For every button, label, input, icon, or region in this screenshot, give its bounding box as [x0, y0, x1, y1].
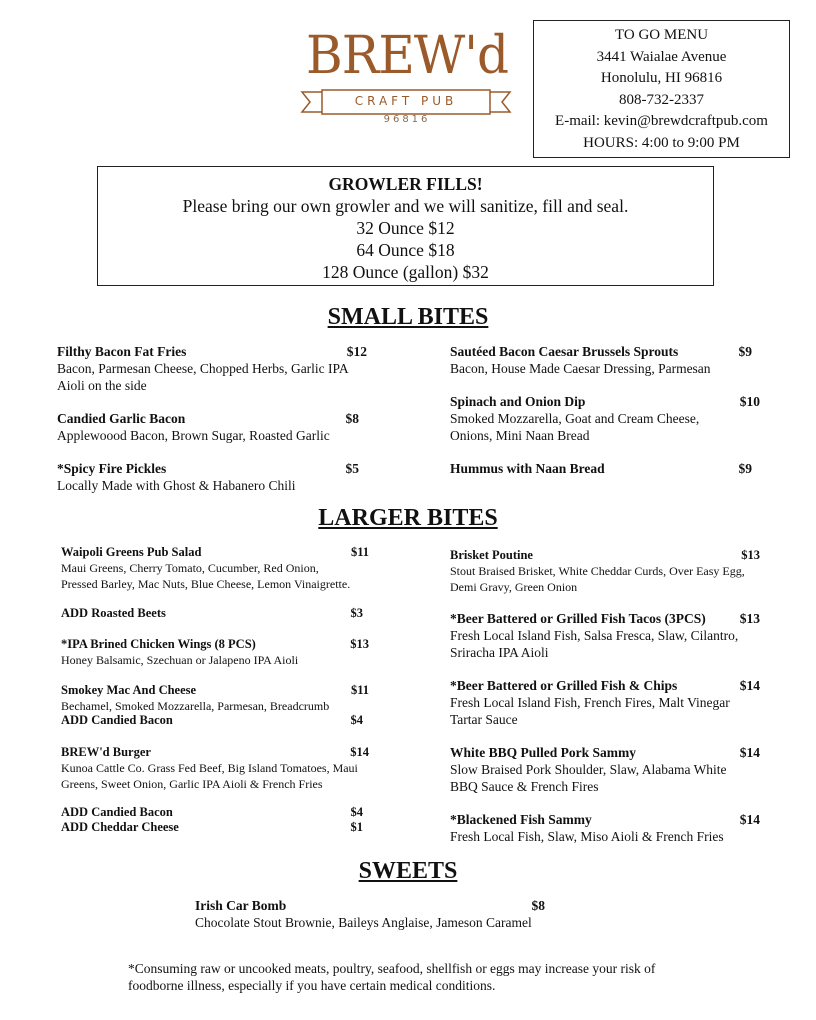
item-description: Chocolate Stout Brownie, Baileys Anglaise, Jameson Caramel	[195, 915, 532, 930]
item-price: $13	[350, 637, 369, 651]
item-description: Locally Made with Ghost & Habanero Chili	[57, 478, 296, 493]
item-price: $5	[345, 461, 359, 476]
item-description: Bacon, House Made Caesar Dressing, Parmesan	[450, 361, 711, 376]
item-price: $14	[350, 745, 369, 759]
address-line-1: 3441 Waialae Avenue	[596, 48, 727, 65]
growler-fills-box	[97, 166, 714, 286]
item-description: Fresh Local Fish, Slaw, Miso Aioli & French Fries	[450, 829, 724, 844]
item-description: Fresh Local Island Fish, French Fires, Malt Vinegar Tartar Sauce	[450, 695, 730, 727]
phone-number: 808-732-2337	[619, 91, 704, 108]
growler-title: GROWLER FILLS!	[328, 174, 483, 194]
menu-item	[195, 897, 545, 931]
item-price: $12	[346, 344, 367, 359]
item-description: Smoked Mozzarella, Goat and Cream Cheese, Onions, Mini Naan Bread	[450, 411, 700, 443]
item-name: Waipoli Greens Pub Salad	[61, 545, 202, 559]
add-on-price: $3	[350, 606, 363, 620]
item-description: Honey Balsamic, Szechuan or Jalapeno IPA Aioli	[61, 653, 299, 667]
add-on	[61, 820, 363, 835]
menu-item	[61, 682, 369, 715]
item-description: Kunoa Cattle Co. Grass Fed Beef, Big Island Tomatoes, Maui Greens, Sweet Onion, Garlic IPA Aioli & French Fries	[61, 761, 358, 791]
menu-item	[61, 744, 369, 792]
larger-bites-heading: LARGER BITES	[318, 505, 498, 531]
menu-item	[450, 677, 760, 728]
item-name: *Blackened Fish Sammy	[450, 812, 592, 827]
item-name: Hummus with Naan Bread	[450, 461, 605, 476]
menu-item	[57, 343, 367, 394]
to-go-info-box	[533, 20, 790, 158]
item-price: $11	[350, 683, 369, 697]
item-price: $14	[739, 678, 760, 693]
add-on-price: $1	[350, 820, 363, 834]
add-on-name: ADD Candied Bacon	[61, 805, 173, 819]
item-price: $8	[345, 411, 359, 426]
menu-item	[450, 343, 752, 377]
item-name: Filthy Bacon Fat Fries	[57, 344, 187, 359]
add-on	[61, 606, 363, 621]
item-price: $14	[739, 745, 760, 760]
add-on-name: ADD Roasted Beets	[61, 606, 166, 620]
item-name: *Spicy Fire Pickles	[57, 461, 167, 476]
item-name: White BBQ Pulled Pork Sammy	[450, 745, 637, 760]
item-name: Brisket Poutine	[450, 548, 533, 562]
item-name: Spinach and Onion Dip	[450, 394, 586, 409]
growler-line: 64 Ounce $18	[356, 240, 455, 260]
item-price: $13	[739, 611, 760, 626]
menu-item	[450, 393, 760, 444]
menu-item	[57, 460, 359, 494]
logo-ribbon-text: CRAFT PUB	[354, 94, 458, 108]
item-price: $10	[739, 394, 760, 409]
menu-item	[61, 636, 369, 669]
menu-item	[450, 744, 760, 795]
item-description: Maui Greens, Cherry Tomato, Cucumber, Red Onion, Pressed Barley, Mac Nuts, Blue Cheese, Lemon Vinaigrette.	[61, 561, 351, 591]
menu-item	[57, 410, 359, 444]
menu-item	[61, 544, 369, 592]
item-name: Smokey Mac And Cheese	[61, 683, 197, 697]
add-on	[61, 713, 363, 728]
item-name: *Beer Battered or Grilled Fish Tacos (3PCS)	[450, 611, 706, 626]
email: E-mail: kevin@brewdcraftpub.com	[555, 113, 768, 129]
item-name: Candied Garlic Bacon	[57, 411, 186, 426]
hours: HOURS: 4:00 to 9:00 PM	[583, 134, 740, 151]
to-go-title: TO GO MENU	[614, 27, 709, 43]
item-description: Stout Braised Brisket, White Cheddar Curds, Over Easy Egg, Demi Gravy, Green Onion	[450, 564, 745, 594]
item-price: $14	[739, 812, 760, 827]
add-on-price: $4	[350, 805, 363, 819]
menu-item	[450, 610, 760, 661]
item-description: Bacon, Parmesan Cheese, Chopped Herbs, Garlic IPA Aioli on the side	[57, 361, 348, 393]
item-name: Irish Car Bomb	[195, 898, 287, 913]
menu-item	[450, 460, 752, 477]
item-price: $13	[741, 548, 760, 562]
add-on-price: $4	[350, 713, 363, 727]
small-bites-heading: SMALL BITES	[327, 304, 489, 330]
item-name: Sautéed Bacon Caesar Brussels Sprouts	[450, 344, 679, 359]
item-price: $9	[738, 344, 752, 359]
growler-line: Please bring our own growler and we will sanitize, fill and seal.	[182, 196, 629, 216]
item-description: Bechamel, Smoked Mozzarella, Parmesan, Breadcrumb	[61, 699, 330, 713]
add-on-name: ADD Candied Bacon	[61, 713, 173, 727]
item-description: Slow Braised Pork Shoulder, Slaw, Alabama White BBQ Sauce & French Fires	[450, 762, 727, 794]
add-on	[61, 805, 363, 820]
item-description: Applewoood Bacon, Brown Sugar, Roasted Garlic	[57, 428, 330, 443]
logo-wordmark: BREW'd	[306, 24, 509, 86]
menu-item	[450, 811, 760, 845]
menu-item	[450, 547, 760, 595]
item-name: *IPA Brined Chicken Wings (8 PCS)	[61, 637, 256, 651]
growler-line: 32 Ounce $12	[356, 218, 455, 238]
sweets-heading: SWEETS	[358, 858, 458, 884]
item-price: $9	[738, 461, 752, 476]
item-price: $11	[350, 545, 369, 559]
add-on-name: ADD Cheddar Cheese	[61, 820, 179, 834]
item-description: Fresh Local Island Fish, Salsa Fresca, Slaw, Cilantro, Sriracha IPA Aioli	[450, 628, 739, 660]
item-name: *Beer Battered or Grilled Fish & Chips	[450, 678, 678, 693]
item-name: BREW'd Burger	[61, 745, 151, 759]
brewd-logo	[300, 22, 512, 132]
growler-line: 128 Ounce (gallon) $32	[322, 262, 489, 282]
logo-zip: 96816	[383, 114, 431, 125]
food-safety-footnote: *Consuming raw or uncooked meats, poultry, seafood, shellfish or eggs may increase your risk of foodborne illness, especially if you have certain medical conditions.	[128, 961, 656, 993]
address-line-2: Honolulu, HI 96816	[600, 70, 723, 86]
item-price: $8	[531, 898, 545, 913]
